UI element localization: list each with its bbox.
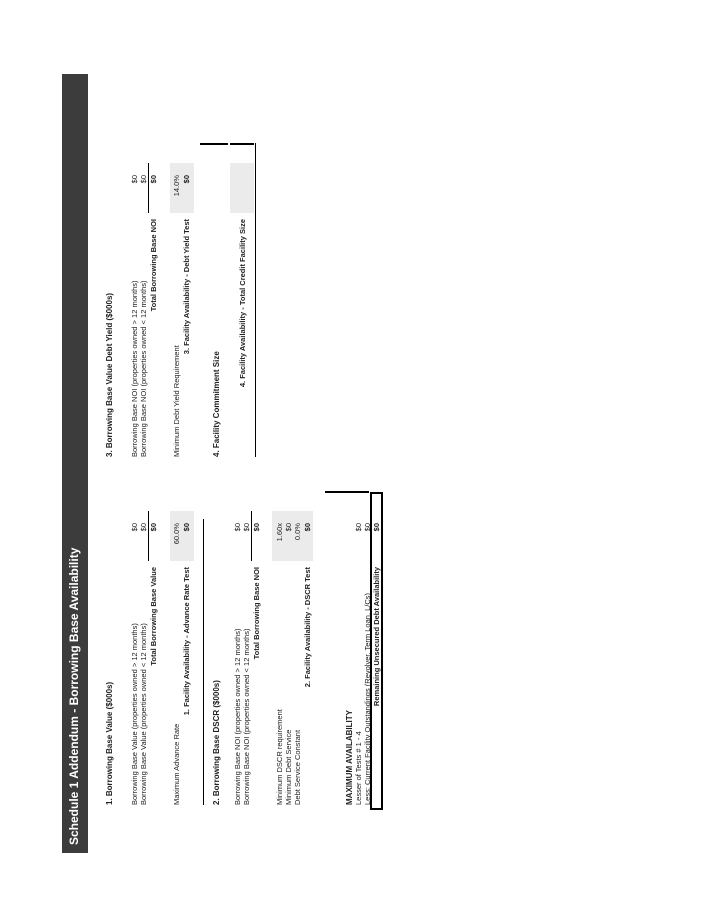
s2-debt-label: Minimum Debt Service [284,729,293,805]
s2-total-label: Total Borrowing Base NOI [252,567,261,660]
right-column-bar-top [200,143,228,145]
s3-total-label: Total Borrowing Base NOI [149,219,158,312]
s3-yield-label: Minimum Debt Yield Requirement [172,345,181,457]
s3-row2-label: Borrowing Base NOI (properties owned < 12 months) [139,280,148,457]
max-row2-label: Less: Current Facility Outstandings (Revolver, Term Loan, L/Cs) [363,592,372,805]
s3-total-value: $0 [149,175,158,184]
s4-result-label: 4. Facility Availability - Total Credit Facility Size [238,219,247,388]
s3-result-value: $0 [182,175,191,184]
page-title: Schedule 1 Addendum - Borrowing Base Availability [67,547,81,845]
s4-input-shade [230,163,254,213]
s2-debt-value: $0 [284,523,293,532]
s2-total-value: $0 [252,523,261,532]
s2-row2-label: Borrowing Base NOI (properties owned < 12 months) [242,628,251,805]
s2-const-label: Debt Service Constant [293,729,302,805]
s4-bottom-rule [255,143,256,457]
s1-total-label: Total Borrowing Base Value [149,567,158,666]
s3-row1-label: Borrowing Base NOI (properties owned > 12 months) [130,280,139,457]
s3-row2-value: $0 [139,175,148,184]
schedule-sheet [62,74,392,853]
s2-row1-label: Borrowing Base NOI (properties owned > 12 months) [233,628,242,805]
max-title: MAXIMUM AVAILABILITY [345,710,354,805]
s2-result-value: $0 [303,523,312,532]
header-bar [62,74,88,853]
max-total-value: $0 [372,523,381,532]
s1-result-label: 1. Facility Availability - Advance Rate Test [182,567,191,716]
max-total-label: Remaining Unsecured Debt Availability [372,567,381,707]
s3-yield-value: 14.0% [172,175,181,197]
section-3-title: 3. Borrowing Base Value Debt Yield ($000s) [105,292,114,457]
s2-row1-value: $0 [233,523,242,532]
s1-row2-label: Borrowing Base Value (properties owned < 12 months) [139,623,148,805]
max-row1-label: Lesser of Tests # 1 - 4 [354,731,363,805]
right-column-bar-bottom [230,143,254,145]
max-row2-value: $0 [363,523,372,532]
s1-row1-label: Borrowing Base Value (properties owned > 12 months) [130,623,139,805]
s1-row1-value: $0 [130,523,139,532]
s3-result-label: 3. Facility Availability - Debt Yield Test [182,219,191,355]
s1-rate-value: 60.0% [172,523,181,545]
s2-row2-value: $0 [242,523,251,532]
left-column-bar [325,491,369,493]
s3-row1-value: $0 [130,175,139,184]
section-2-title: 2. Borrowing Base DSCR ($000s) [212,680,221,805]
s1-total-value: $0 [149,523,158,532]
s2-dscr-label: Minimum DSCR requirement [275,709,284,805]
s2-result-label: 2. Facility Availability - DSCR Test [303,567,312,688]
s1-separator [203,519,204,805]
s1-result-value: $0 [182,523,191,532]
section-1-title: 1. Borrowing Base Value ($000s) [105,681,114,805]
s2-const-value: 0.0% [293,523,302,541]
max-row1-value: $0 [354,523,363,532]
s1-row2-value: $0 [139,523,148,532]
s1-rate-label: Maximum Advance Rate [172,723,181,805]
s2-dscr-value: 1.60x [275,523,284,542]
section-4-title: 4. Facility Commitment Size [212,351,221,457]
